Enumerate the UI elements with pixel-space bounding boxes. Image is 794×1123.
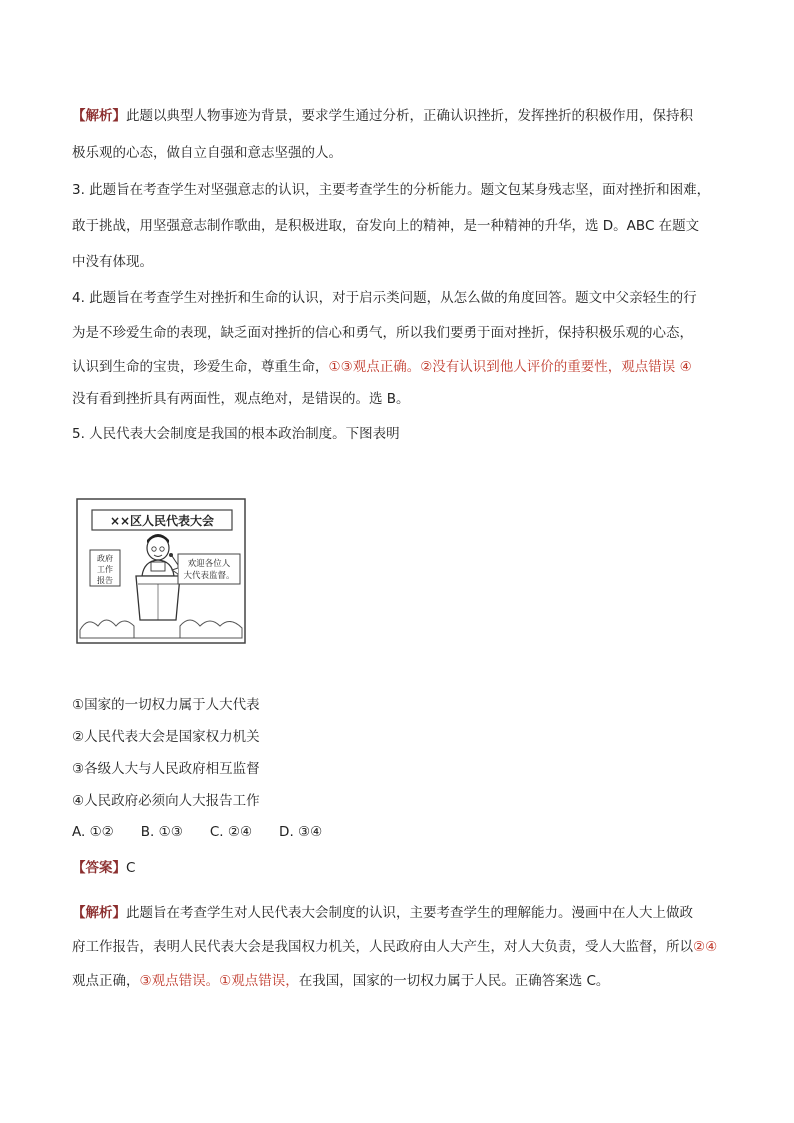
analysis-text: 极乐观的心态，做自立自强和意志坚强的人。	[72, 145, 342, 161]
report-sign-line: 报告	[97, 576, 113, 585]
option-item: ②人民代表大会是国家权力机关	[72, 729, 260, 745]
q3-line: 3. 此题旨在考查学生对坚强意志的认识，主要考查学生的分析能力。题文包某身残志坚，面对挫折和困难，	[72, 182, 711, 198]
speech-line: 欢迎各位人	[187, 559, 231, 569]
q4-line: 为是不珍爱生命的表现，缺乏面对挫折的信心和勇气，所以我们要勇于面对挫折，保持积极乐观的心态，	[72, 325, 693, 341]
q4-line: 认识到生命的宝贵，珍爱生命，尊重生命，①③观点正确。②没有认识到他人评价的重要性，观点错误 ④	[72, 359, 692, 375]
banner-text: ××区人民代表大会	[109, 514, 215, 528]
report-sign-line: 政府	[97, 554, 113, 563]
highlight-text: ②④	[693, 939, 718, 955]
q3-line: 中没有体现。	[72, 254, 153, 270]
analysis-line	[72, 143, 732, 163]
option-item: ④人民政府必须向人大报告工作	[72, 793, 260, 809]
speech-line: 大代表监督。	[183, 571, 235, 581]
option-item: ③各级人大与人民政府相互监督	[72, 761, 260, 777]
answer-choices: A. ①② B. ①③ C. ②④ D. ③④	[72, 824, 323, 840]
question-stem: 5. 人民代表大会制度是我国的根本政治制度。下图表明	[72, 426, 400, 442]
highlight-text: ③观点错误。①观点错误，	[139, 973, 299, 989]
highlight-text: ①③观点正确。②没有认识到他人评价的重要性，观点错误 ④	[328, 359, 692, 375]
report-sign-line: 工作	[97, 565, 113, 574]
analysis-line: 【解析】此题旨在考查学生对人民代表大会制度的认识，主要考查学生的理解能力。漫画中在人大上做政	[72, 905, 693, 921]
analysis-line: 府工作报告，表明人民代表大会是我国权力机关，人民政府由人大产生，对人大负责，受人大监督，所以②④	[72, 939, 718, 955]
q3-line: 敢于挑战，用坚强意志制作歌曲，是积极进取，奋发向上的精神，是一种精神的升华，选 D。ABC 在题文	[72, 218, 700, 234]
option-item: ①国家的一切权力属于人大代表	[72, 697, 260, 713]
npc-cartoon-image	[76, 498, 246, 644]
analysis-tag: 【解析】	[72, 905, 126, 921]
answer-value: C	[126, 860, 136, 876]
analysis-text: 此题以典型人物事迹为背景，要求学生通过分析，正确认识挫折，发挥挫折的积极作用，保持积	[126, 108, 693, 124]
analysis-tag: 【解析】	[72, 108, 126, 124]
q4-line: 4. 此题旨在考查学生对挫折和生命的认识，对于启示类问题，从怎么做的角度回答。题文中父亲轻生的行	[72, 290, 697, 306]
answer-tag: 【答案】	[72, 860, 126, 876]
q4-line: 没有看到挫折具有两面性，观点绝对，是错误的。选 B。	[72, 391, 410, 407]
analysis-line: 观点正确，③观点错误。①观点错误，在我国，国家的一切权力属于人民。正确答案选 C。	[72, 973, 610, 989]
analysis-line	[72, 106, 732, 126]
cloud-decoration	[80, 620, 134, 638]
cloud-decoration	[180, 620, 242, 638]
report-paper	[151, 562, 165, 571]
answer-line	[72, 858, 732, 878]
